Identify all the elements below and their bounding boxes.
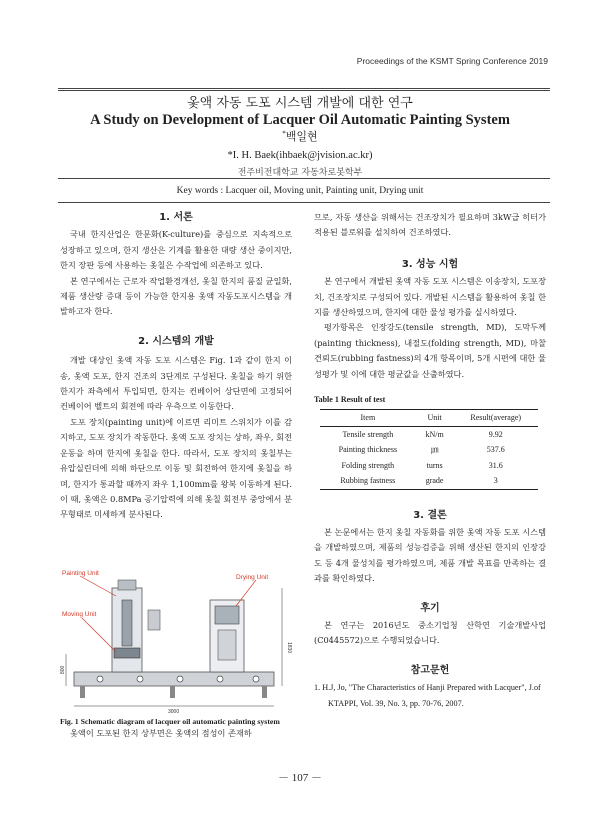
affiliation: 전주비전대학교 자동차로봇학부 bbox=[237, 168, 363, 178]
reference-item: 1. H.J, Jo, "The Characteristics of Hanji Prepared with Lacquer", J.of KTAPPI, Vol. 39, No. 3, pp. 70-76, 2007. bbox=[314, 683, 541, 708]
section-acknowledgement-heading: 후기 bbox=[420, 602, 440, 614]
right-column bbox=[314, 210, 546, 711]
table-header-row bbox=[320, 410, 538, 426]
table-header-cell: Item bbox=[360, 413, 376, 423]
table-cell: ㎛ bbox=[430, 445, 439, 455]
table-cell: Rubbing fastness bbox=[340, 476, 396, 486]
result-table bbox=[320, 409, 538, 489]
table-header-cell: Result(average) bbox=[470, 413, 522, 423]
author-name-ko: 백일현 bbox=[285, 130, 318, 143]
paragraph: 도포 장치(painting unit)에 이르면 리미트 스위치가 이를 감지하고, 도포 장치가 작동한다. 옻액 도포 장치는 상하, 좌우, 회전운동을 하며 한지에 옻칠을 한다. 따라서, 도포 장치의 옻칠부는 유압실린더에 의해 하단으로 이동 및 회전하여 한지에 옻칠을 하며, 한지가 통과할 때까지 좌우 1,100mm를 왕복 이동하게 된다. 이 때, 옻액은 0.8MPa 공기압력에 의해 옻칠 회전부 중앙에서 분무형태로 미세하게 분사된다. bbox=[60, 416, 292, 520]
table-row bbox=[320, 473, 538, 489]
table-cell: 3 bbox=[493, 476, 498, 486]
dimension-height: 1830 bbox=[286, 642, 292, 654]
label-drying-unit: Drying Unit bbox=[236, 574, 269, 581]
table-cell: grade bbox=[425, 476, 444, 486]
author-mark: * bbox=[282, 129, 286, 138]
paragraph: 본 연구에서는 근로자 작업환경개선, 옻칠 한지의 품질 균일화, 제품 생산량 증대 등이 가능한 한지용 옻액 자동도포시스템을 개발하고자 한다. bbox=[60, 275, 292, 317]
paragraph: 본 연구에서 개발된 옻액 자동 도포 시스템은 이송장치, 도포장치, 건조장치로 구성되어 있다. 개발된 시스템을 활용하여 옻칠 한지를 생산하였으며, 한지에 대한 물성 평가를 실시하였다. bbox=[314, 276, 546, 318]
keywords: Key words : Lacquer oil, Moving unit, Painting unit, Drying unit bbox=[176, 186, 424, 196]
paragraph: 옻액이 도포된 한지 상부면은 옻액의 점성이 존재하 bbox=[70, 728, 252, 738]
table-cell: Painting thickness bbox=[338, 445, 398, 455]
header-rule bbox=[58, 88, 550, 89]
paragraph: 본 연구는 2016년도 중소기업청 산학연 기술개발사업(C0445572)으로 수행되었습니다. bbox=[314, 619, 546, 646]
paragraph: 국내 한지산업은 한문화(K-culture)를 중심으로 지속적으로 성장하고 있으며, 한지 생산은 기계를 활용한 대량 생산 중이지만, 한지 장판 등에 사용하는 옻칠은 수작업에 의존하고 있다. bbox=[60, 229, 292, 271]
paragraph: 므로, 자동 생산을 위해서는 건조장치가 필요하며 3kW급 히터가 적용된 블로워를 설치하여 건조하였다. bbox=[314, 212, 546, 238]
title-english: A Study on Development of Lacquer Oil Automatic Painting System bbox=[90, 112, 510, 128]
table-cell: turns bbox=[426, 460, 443, 470]
label-moving-unit: Moving Unit bbox=[62, 611, 97, 618]
section-references-heading: 참고문헌 bbox=[410, 664, 450, 676]
table-header-cell: Unit bbox=[427, 413, 442, 423]
table-cell: kN/m bbox=[425, 429, 444, 439]
paragraph: 개발 대상인 옻액 자동 도포 시스템은 Fig. 1과 같이 한지 이송, 옻액 도포, 한지 건조의 3단계로 구성된다. 옻칠을 하기 위한 한지가 좌측에서 투입되면, 한지는 컨베이어 상단면에 고정되어 컨베이어 벨트의 회전에 따라 우측으로 이동한다. bbox=[60, 355, 292, 412]
dimension-width: 3000 bbox=[168, 709, 180, 715]
table-row bbox=[320, 442, 538, 457]
figure-caption: Fig. 1 Schematic diagram of lacquer oil automatic painting system bbox=[60, 717, 280, 726]
table-caption: Table 1 Result of test bbox=[314, 395, 386, 405]
table-cell: 31.6 bbox=[488, 460, 503, 470]
paragraph: 평가항목은 인장강도(tensile strength, MD), 도막두께(painting thickness), 내절도(folding strength, MD), 마찰견뢰도(rubbing fastness)의 4개 항목이며, 5개 시편에 대한 물성평가 및 이에 대한 평균값을 산출하였다. bbox=[314, 322, 546, 379]
table-row bbox=[320, 458, 538, 473]
table-cell: 9.92 bbox=[488, 429, 503, 439]
paragraph: 본 논문에서는 한지 옻칠 자동화를 위한 옻액 자동 도포 시스템을 개발하였으며, 제품의 성능검증을 위해 생산된 한지의 인장강도 등 4개 물성치를 평가하였으며, 제품 개발 목표를 만족하는 결과를 확인하였다. bbox=[314, 526, 546, 584]
author-english: *I. H. Baek(ihbaek@jvision.ac.kr) bbox=[227, 150, 373, 161]
section-performance-heading: 3. 성능 시험 bbox=[401, 258, 459, 270]
author-korean bbox=[0, 128, 600, 144]
label-painting-unit: Painting Unit bbox=[62, 570, 99, 577]
page-number: － 107 － bbox=[278, 772, 322, 784]
system-diagram bbox=[60, 570, 292, 716]
left-column bbox=[60, 210, 292, 523]
section-introduction-heading: 1. 서론 bbox=[159, 212, 193, 223]
keywords-rule-top bbox=[58, 178, 550, 179]
figure-1 bbox=[60, 570, 292, 716]
table-cell: Tensile strength bbox=[342, 429, 394, 439]
table-cell: 537.6 bbox=[486, 445, 505, 455]
keywords-rule-bottom bbox=[58, 202, 550, 203]
table-row bbox=[320, 426, 538, 442]
title-korean: 옻액 자동 도포 시스템 개발에 대한 연구 bbox=[187, 96, 413, 111]
table-cell: Folding strength bbox=[341, 460, 395, 470]
running-header: Proceedings of the KSMT Spring Conference 2019 bbox=[356, 56, 548, 66]
section-development-heading: 2. 시스템의 개발 bbox=[138, 335, 214, 347]
section-conclusion-heading: 3. 결론 bbox=[413, 509, 447, 521]
header-rule-2 bbox=[58, 90, 550, 91]
left-column-bottom bbox=[60, 726, 292, 741]
dimension-side: 800 bbox=[60, 665, 66, 674]
